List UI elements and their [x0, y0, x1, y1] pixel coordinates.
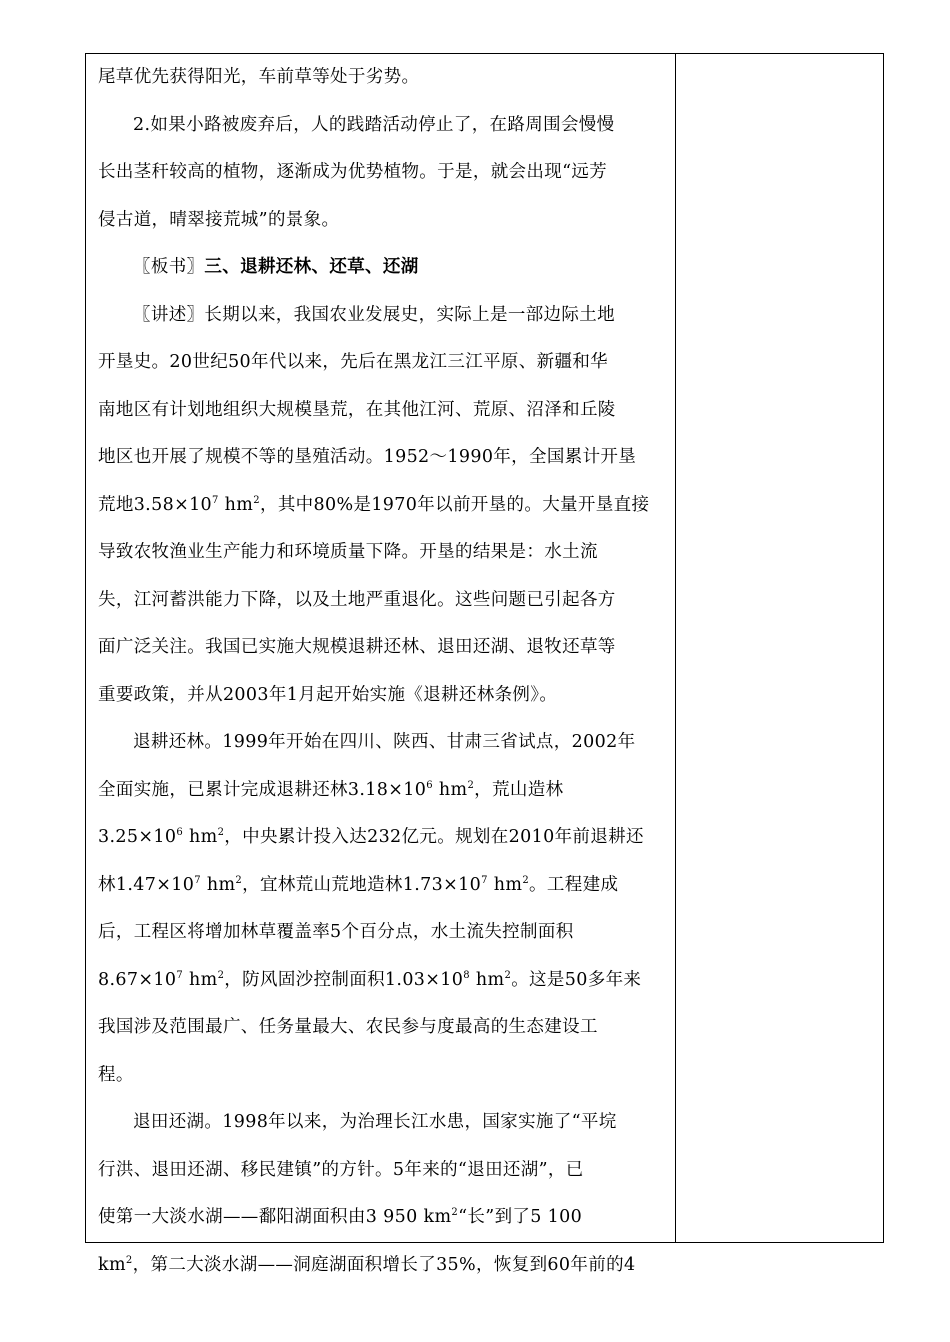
superscript: 7 [212, 494, 219, 506]
text-line [98, 244, 668, 292]
text-line [98, 814, 668, 862]
text-line: 面广泛关注。我国已实施大规模退耕还林、退田还湖、退牧还草等 [98, 637, 616, 657]
text-run: ，中央累计投入达232亿元。规划在2010年前退耕还 [224, 827, 644, 847]
text-line [98, 1242, 668, 1290]
text-run: ，其中80%是1970年以前开垦的。大量开垦直接 [259, 494, 650, 515]
superscript: 7 [176, 969, 184, 981]
superscript: 6 [426, 779, 433, 791]
text-line: 行洪、退田还湖、移民建镇”的方针。5年来的“退田还湖”，已 [98, 1159, 584, 1180]
superscript: 2 [125, 1254, 133, 1266]
text-run: km [98, 1254, 126, 1275]
text-run: hm [432, 779, 468, 800]
text-run: hm [470, 969, 505, 990]
text-run: hm [183, 969, 218, 990]
superscript: 7 [481, 874, 488, 886]
superscript: 2 [217, 827, 225, 839]
text-line [98, 862, 668, 910]
text-line: 失，江河蓄洪能力下降，以及土地严重退化。这些问题已引起各方 [98, 589, 616, 610]
text-run: 。这是50多年来 [511, 969, 642, 990]
column-divider [675, 54, 676, 1242]
body-text [98, 54, 668, 1289]
superscript: 2 [467, 779, 475, 791]
text-line: 程。 [98, 1064, 134, 1085]
superscript: 2 [217, 969, 225, 981]
text-run: “长”到了5 100 [458, 1207, 583, 1227]
section-heading: 三、退耕还林、还草、还湖 [204, 257, 419, 277]
text-run: 8.67×10 [98, 969, 177, 990]
text-line [98, 957, 668, 1005]
text-line: 地区也开展了规模不等的垦殖活动。1952～1990年，全国累计开垦 [98, 447, 637, 467]
text-line: 长出茎秆较高的植物，逐渐成为优势植物。于是，就会出现“远芳 [98, 162, 608, 182]
text-line: 侵古道，晴翠接荒城”的景象。 [98, 209, 340, 230]
text-line: 我国涉及范围最广、任务量最大、农民参与度最高的生态建设工 [98, 1017, 598, 1037]
superscript: 2 [522, 874, 530, 886]
text-line: 南地区有计划地组织大规模垦荒，在其他江河、荒原、沼泽和丘陵 [98, 399, 616, 420]
text-run: ，防风固沙控制面积1.03×10 [224, 969, 464, 990]
superscript: 7 [194, 874, 201, 886]
text-run: 全面实施，已累计完成退耕还林3.18×10 [98, 779, 427, 800]
text-run: 。工程建成 [529, 874, 619, 895]
text-run: hm [183, 827, 218, 847]
text-run: 使第一大淡水湖——鄱阳湖面积由3 950 km [98, 1207, 452, 1227]
text-line: 重要政策，并从2003年1月起开始实施《退耕还林条例》。 [98, 684, 558, 705]
text-line [98, 767, 668, 815]
document-table [85, 53, 884, 1275]
text-line: 〖讲述〗长期以来，我国农业发展史，实际上是一部边际土地 [133, 304, 615, 325]
board-note-label: 〖板书〗 [133, 257, 205, 277]
superscript: 8 [463, 969, 470, 981]
text-run: 林1.47×10 [98, 874, 195, 895]
text-line: 导致农牧渔业生产能力和环境质量下降。开垦的结果是：水土流 [98, 542, 598, 562]
text-run: hm [200, 874, 236, 895]
text-run: ，荒山造林 [474, 779, 564, 800]
text-line: 2.如果小路被废弃后，人的践踏活动停止了，在路周围会慢慢 [133, 114, 615, 135]
text-run: 3.25×10 [98, 827, 177, 847]
text-line: 开垦史。20世纪50年代以来，先后在黑龙江三江平原、新疆和华 [98, 352, 609, 372]
text-line: 尾草优先获得阳光，车前草等处于劣势。 [98, 67, 420, 87]
text-run: ，第二大淡水湖——洞庭湖面积增长了35%，恢复到60年前的4 [132, 1254, 636, 1275]
text-run: hm [218, 494, 254, 515]
superscript: 2 [235, 874, 243, 886]
text-line: 退田还湖。1998年以来，为治理长江水患，国家实施了“平垸 [133, 1112, 617, 1132]
text-run: hm [487, 874, 523, 895]
superscript: 2 [253, 494, 260, 506]
text-line: 后，工程区将增加林草覆盖率5个百分点，水土流失控制面积 [98, 922, 574, 942]
superscript: 2 [451, 1207, 459, 1219]
text-line: 退耕还林。1999年开始在四川、陕西、甘肃三省试点，2002年 [133, 732, 636, 752]
text-line [98, 482, 668, 530]
superscript: 6 [176, 827, 184, 839]
text-run: 荒地3.58×10 [98, 494, 213, 515]
text-line [98, 1194, 668, 1242]
text-run: ，宜林荒山荒地造林1.73×10 [242, 874, 482, 895]
main-content-cell [98, 54, 668, 1289]
superscript: 2 [504, 969, 512, 981]
